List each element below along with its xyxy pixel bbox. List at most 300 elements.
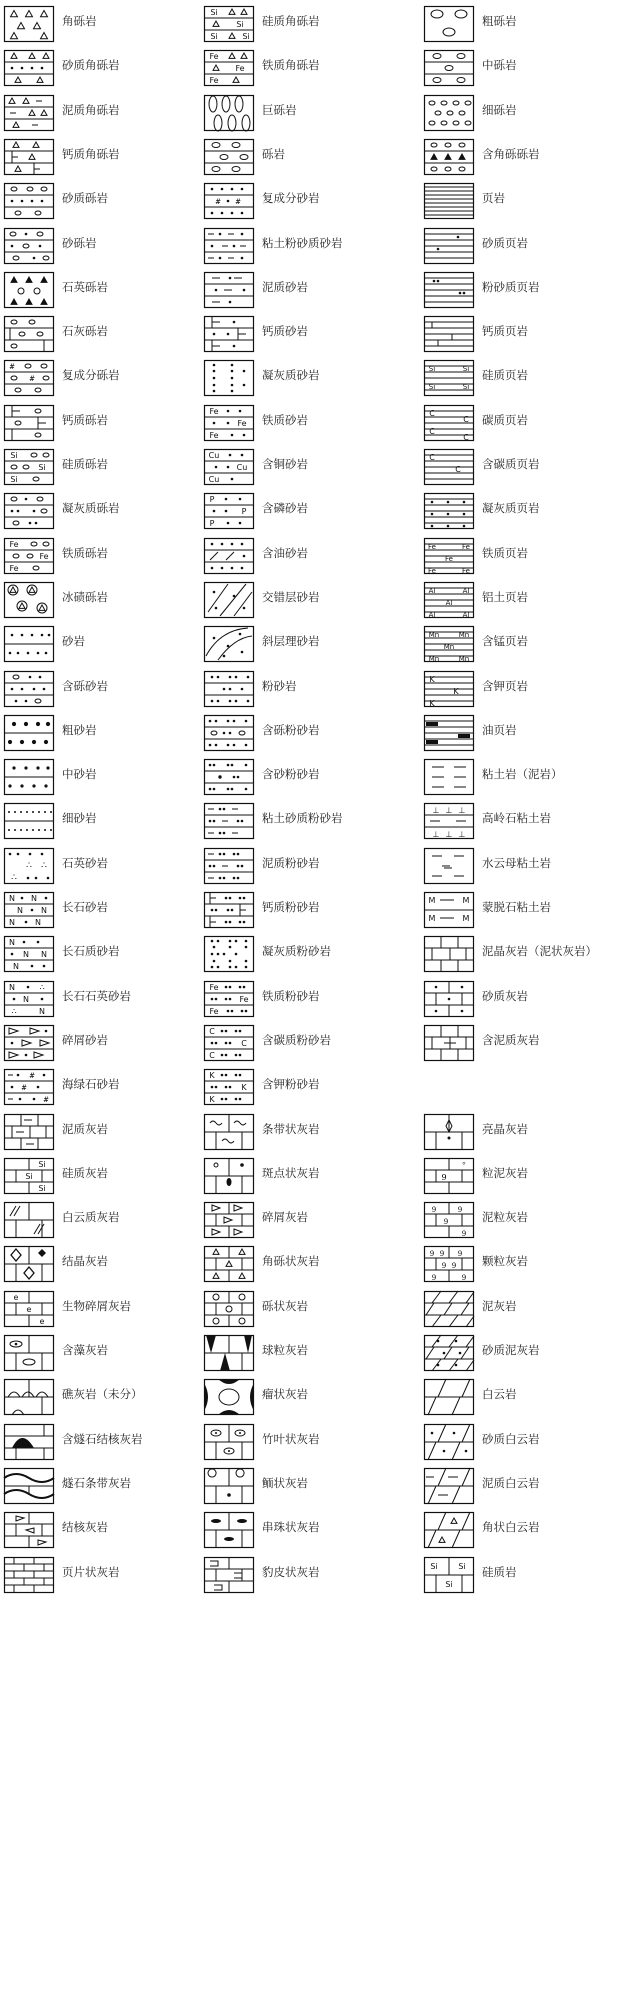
svg-text:Cu: Cu (236, 463, 248, 472)
legend-entry (420, 1553, 640, 1607)
lithology-label: 瘤状灰岩 (262, 1387, 308, 1402)
svg-text:Al: Al (462, 610, 470, 619)
lithology-label: 含燧石结核灰岩 (62, 1431, 143, 1446)
lithology-pattern-swatch (424, 1202, 474, 1238)
lithology-pattern-swatch (4, 936, 54, 972)
lithology-label: 铝土页岩 (482, 589, 528, 604)
svg-text:Fe: Fe (428, 566, 436, 575)
lithology-label: 蒙脱石粘土岩 (482, 900, 551, 914)
lithology-pattern-swatch (4, 95, 54, 131)
svg-text:Si: Si (38, 1159, 46, 1169)
svg-text:∴: ∴ (11, 1006, 17, 1016)
lithology-pattern-swatch (204, 1424, 254, 1460)
svg-text:P: P (241, 507, 247, 517)
lithology-label: 凝灰质页岩 (482, 501, 540, 516)
lithology-pattern-swatch (204, 1158, 254, 1194)
lithology-pattern-swatch (204, 1069, 254, 1105)
svg-text:Fe: Fe (9, 539, 19, 549)
lithology-label: 硅质岩 (482, 1564, 517, 1579)
lithology-label: 砂质页岩 (482, 235, 528, 250)
lithology-pattern-swatch (204, 1335, 254, 1371)
svg-text:Cu: Cu (208, 475, 220, 484)
lithology-label: 泥质角砾岩 (62, 102, 120, 117)
lithology-pattern-swatch (424, 759, 474, 795)
lithology-label: 含角砾砾岩 (482, 146, 540, 161)
lithology-label: 含钾页岩 (482, 678, 528, 693)
lithology-pattern-swatch (424, 183, 474, 219)
svg-text:Si: Si (462, 383, 470, 392)
lithology-label: 含砾砂岩 (62, 678, 108, 693)
lithology-label: 粉砂岩 (262, 678, 297, 693)
svg-text:C: C (463, 432, 469, 442)
lithology-label: 钙质粉砂岩 (262, 900, 320, 914)
lithology-label: 含泥质灰岩 (482, 1032, 540, 1047)
svg-text:N: N (9, 918, 15, 927)
svg-text:#: # (29, 375, 35, 384)
svg-text:9: 9 (457, 1206, 463, 1215)
lithology-label: 砾状灰岩 (262, 1298, 308, 1313)
lithology-label: 碳质页岩 (482, 412, 528, 427)
lithology-pattern-swatch (424, 50, 474, 86)
svg-text:9: 9 (441, 1172, 447, 1182)
lithology-pattern-swatch (424, 1379, 474, 1415)
lithology-pattern-swatch (204, 1025, 254, 1061)
lithology-label: 中砂岩 (62, 767, 97, 782)
lithology-pattern-swatch (424, 1557, 474, 1593)
lithology-pattern-swatch (204, 95, 254, 131)
lithology-pattern-swatch (204, 228, 254, 264)
svg-text:Si: Si (445, 1579, 453, 1589)
lithology-pattern-swatch (204, 936, 254, 972)
svg-text:Fe: Fe (209, 406, 219, 416)
lithology-label: 粗砂岩 (62, 722, 97, 737)
lithology-label: 铁质砂岩 (262, 412, 308, 427)
svg-text:#: # (9, 363, 15, 372)
lithology-label: 石英砂岩 (62, 855, 108, 870)
lithology-pattern-swatch (424, 626, 474, 662)
lithology-pattern-swatch (4, 671, 54, 707)
lithology-label: 亮晶灰岩 (482, 1121, 528, 1136)
lithology-label: 铁质角砾岩 (262, 58, 320, 73)
lithology-pattern-swatch (4, 848, 54, 884)
lithology-label: 竹叶状灰岩 (262, 1431, 320, 1446)
lithology-pattern-swatch (204, 1379, 254, 1415)
lithology-label: 泥晶灰岩（泥状灰岩） (482, 944, 597, 959)
lithology-pattern-swatch (204, 1512, 254, 1548)
svg-text:K: K (453, 686, 459, 696)
lithology-label: 铁质页岩 (482, 545, 528, 560)
lithology-pattern-swatch (424, 1335, 474, 1371)
lithology-label: 硅质灰岩 (62, 1165, 108, 1180)
svg-text:K: K (241, 1083, 247, 1093)
svg-text:N: N (23, 994, 29, 1004)
lithology-pattern-swatch (424, 493, 474, 529)
lithology-label: 砾岩 (262, 146, 285, 161)
lithology-label: 泥质灰岩 (62, 1121, 108, 1136)
svg-text:K: K (209, 1095, 215, 1105)
lithology-label: 油页岩 (482, 722, 517, 737)
lithology-pattern-swatch (4, 1379, 54, 1415)
svg-text:9: 9 (461, 1230, 467, 1239)
lithology-label: 含钾粉砂岩 (262, 1077, 320, 1092)
lithology-label: 结晶灰岩 (62, 1254, 108, 1269)
lithology-pattern-swatch (424, 405, 474, 441)
lithology-pattern-swatch (204, 582, 254, 618)
svg-text:Fe: Fe (462, 566, 470, 575)
svg-text:N: N (41, 906, 47, 915)
lithology-label: 角砾岩 (62, 14, 97, 28)
svg-text:9: 9 (451, 1262, 457, 1271)
lithology-label: 长石砂岩 (62, 900, 108, 914)
svg-text:Si: Si (430, 1561, 438, 1571)
lithology-pattern-swatch (424, 1025, 474, 1061)
lithology-label: 硅质角砾岩 (262, 14, 320, 28)
lithology-label: 细砾岩 (482, 102, 517, 117)
svg-text:Si: Si (428, 365, 436, 374)
svg-text:Fe: Fe (445, 554, 453, 563)
svg-text:9: 9 (443, 1218, 449, 1227)
lithology-label: 粒泥灰岩 (482, 1165, 528, 1180)
lithology-pattern-swatch (4, 1158, 54, 1194)
lithology-label: 砂质角砾岩 (62, 58, 120, 73)
legend-entry (0, 1553, 200, 1607)
lithology-pattern-swatch (4, 981, 54, 1017)
svg-text:Mn: Mn (458, 655, 470, 664)
lithology-pattern-swatch (204, 1557, 254, 1593)
lithology-label: 复成分砂岩 (262, 191, 320, 206)
svg-text:Al: Al (445, 598, 453, 607)
svg-text:∴: ∴ (26, 860, 32, 871)
lithology-pattern-swatch (4, 1202, 54, 1238)
svg-text:Al: Al (428, 586, 436, 595)
svg-text:⊥: ⊥ (458, 806, 466, 816)
lithology-pattern-swatch (424, 582, 474, 618)
lithology-label: 燧石条带灰岩 (62, 1475, 131, 1490)
svg-text:Si: Si (25, 1171, 33, 1181)
svg-text:Al: Al (428, 610, 436, 619)
svg-text:M: M (462, 896, 470, 905)
legend-entry (200, 1553, 400, 1607)
svg-text:Si: Si (210, 32, 218, 41)
lithology-label: 豹皮状灰岩 (262, 1564, 320, 1579)
svg-text:⊥: ⊥ (445, 806, 453, 816)
lithology-pattern-swatch (424, 316, 474, 352)
svg-text:Si: Si (462, 365, 470, 374)
lithology-pattern-swatch (4, 1424, 54, 1460)
lithology-label: 砂质白云岩 (482, 1431, 540, 1446)
lithology-pattern-swatch (4, 892, 54, 928)
lithology-label: 长石质砂岩 (62, 944, 120, 959)
svg-text:ᵒ: ᵒ (462, 1159, 466, 1169)
lithology-label: 泥粒灰岩 (482, 1210, 528, 1225)
lithology-pattern-swatch (204, 6, 254, 42)
lithology-pattern-swatch (4, 1246, 54, 1282)
lithology-label: 碎屑灰岩 (262, 1210, 308, 1225)
lithology-label: 白云质灰岩 (62, 1210, 120, 1225)
svg-text:C: C (429, 453, 435, 462)
lithology-label: 复成分砾岩 (62, 368, 120, 383)
lithology-pattern-swatch (4, 1069, 54, 1105)
lithology-pattern-swatch (424, 449, 474, 485)
lithology-label: 角状白云岩 (482, 1520, 540, 1535)
lithology-pattern-swatch (424, 671, 474, 707)
lithology-label: 钙质砂岩 (262, 324, 308, 339)
lithology-pattern-swatch (204, 981, 254, 1017)
svg-text:Si: Si (38, 463, 46, 472)
lithology-pattern-swatch (424, 6, 474, 42)
lithology-label: 砂岩 (62, 634, 85, 649)
lithology-label: 白云岩 (482, 1387, 517, 1402)
lithology-pattern-swatch (4, 316, 54, 352)
lithology-pattern-swatch (204, 360, 254, 396)
lithology-pattern-swatch (204, 671, 254, 707)
svg-text:Fe: Fe (239, 994, 249, 1004)
lithology-pattern-swatch (4, 1512, 54, 1548)
svg-text:Fe: Fe (235, 64, 245, 74)
lithology-pattern-swatch (4, 272, 54, 308)
svg-text:K: K (429, 674, 435, 684)
lithology-label: 交错层砂岩 (262, 589, 320, 604)
lithology-label: 含油砂岩 (262, 545, 308, 560)
lithology-label: 粘土岩（泥岩） (482, 767, 563, 782)
lithology-label: 球粒灰岩 (262, 1343, 308, 1357)
svg-text:9: 9 (431, 1206, 437, 1215)
lithology-label: 水云母粘土岩 (482, 855, 551, 870)
lithology-label: 泥质粉砂岩 (262, 855, 320, 870)
lithology-label: 凝灰质砂岩 (262, 368, 320, 383)
lithology-label: 含砂粉砂岩 (262, 767, 320, 782)
svg-text:Si: Si (458, 1561, 466, 1571)
svg-text:N: N (9, 894, 15, 903)
lithology-pattern-swatch (4, 1335, 54, 1371)
lithology-pattern-swatch (204, 405, 254, 441)
svg-text:#: # (43, 1096, 49, 1105)
svg-text:Si: Si (38, 1183, 46, 1193)
lithology-pattern-swatch (204, 848, 254, 884)
svg-text:Si: Si (210, 8, 218, 17)
svg-text:N: N (17, 906, 23, 915)
svg-text:N: N (35, 918, 41, 927)
svg-text:Fe: Fe (209, 76, 219, 86)
lithology-label: 礁灰岩（未分） (62, 1387, 143, 1402)
lithology-label: 泥质白云岩 (482, 1475, 540, 1490)
svg-text:9: 9 (461, 1274, 467, 1283)
svg-text:P: P (209, 495, 215, 505)
lithology-pattern-swatch (4, 1114, 54, 1150)
svg-text:C: C (241, 1038, 247, 1048)
lithology-pattern-swatch (4, 1291, 54, 1327)
svg-text:Mn: Mn (458, 631, 470, 640)
lithology-label: 生物碎屑灰岩 (62, 1298, 131, 1313)
lithology-pattern-swatch (4, 405, 54, 441)
svg-text:N: N (13, 962, 19, 972)
svg-text:Fe: Fe (209, 982, 219, 992)
svg-text:Fe: Fe (237, 418, 247, 428)
lithology-pattern-swatch (4, 183, 54, 219)
lithology-pattern-swatch (424, 272, 474, 308)
svg-text:Si: Si (236, 20, 244, 29)
lithology-label: 条带状灰岩 (262, 1121, 320, 1136)
lithology-label: 砂质泥灰岩 (482, 1343, 540, 1357)
svg-text:Al: Al (462, 586, 470, 595)
lithology-pattern-swatch (4, 626, 54, 662)
svg-text:Cu: Cu (208, 451, 220, 460)
svg-text:C: C (209, 1026, 215, 1036)
lithology-label: 砂质灰岩 (482, 988, 528, 1003)
lithology-label: 页片状灰岩 (62, 1564, 120, 1579)
svg-text:K: K (429, 698, 435, 708)
svg-text:9: 9 (431, 1274, 437, 1283)
lithology-pattern-swatch (424, 1158, 474, 1194)
lithology-label: 钙质页岩 (482, 324, 528, 339)
lithology-label: 结核灰岩 (62, 1520, 108, 1535)
svg-text:⊥: ⊥ (432, 806, 440, 816)
lithology-pattern-swatch (424, 360, 474, 396)
svg-text:M: M (428, 914, 436, 923)
lithology-pattern-swatch (424, 1114, 474, 1150)
lithology-pattern-swatch (204, 626, 254, 662)
lithology-label: 角砾状灰岩 (262, 1254, 320, 1269)
svg-text:Si: Si (242, 32, 250, 41)
lithology-label: 海绿石砂岩 (62, 1077, 120, 1092)
lithology-label: 颗粒灰岩 (482, 1254, 528, 1269)
lithology-label: 页岩 (482, 191, 505, 206)
lithology-pattern-swatch (204, 1246, 254, 1282)
svg-text:⊥: ⊥ (432, 830, 440, 840)
lithology-label: 含藻灰岩 (62, 1343, 108, 1357)
svg-text:∴: ∴ (41, 860, 47, 871)
svg-text:M: M (428, 896, 436, 905)
lithology-pattern-swatch (204, 50, 254, 86)
lithology-pattern-swatch (204, 1202, 254, 1238)
lithology-label: 串珠状灰岩 (262, 1520, 320, 1535)
svg-text:#: # (235, 198, 241, 207)
lithology-pattern-swatch (424, 803, 474, 839)
lithology-pattern-swatch (4, 228, 54, 264)
svg-text:Si: Si (10, 475, 18, 484)
lithology-label: 鲕状灰岩 (262, 1475, 308, 1490)
lithology-pattern-swatch (424, 936, 474, 972)
svg-text:Mn: Mn (443, 643, 455, 652)
lithology-pattern-swatch (424, 1512, 474, 1548)
lithology-label: 粉砂质页岩 (482, 279, 540, 294)
lithology-label: 铁质砾岩 (62, 545, 108, 560)
lithology-pattern-swatch (204, 449, 254, 485)
svg-text:Mn: Mn (428, 655, 440, 664)
lithology-label: 硅质砾岩 (62, 457, 108, 471)
lithology-pattern-swatch (424, 892, 474, 928)
lithology-pattern-swatch (4, 6, 54, 42)
svg-text:Mn: Mn (428, 631, 440, 640)
lithology-pattern-swatch (4, 1025, 54, 1061)
lithology-pattern-swatch (424, 848, 474, 884)
svg-text:e: e (13, 1292, 19, 1302)
svg-text:C: C (429, 426, 435, 436)
svg-text:N: N (9, 938, 15, 948)
lithology-pattern-swatch (4, 360, 54, 396)
svg-text:C: C (455, 465, 461, 474)
lithology-label: 砂砾岩 (62, 235, 97, 250)
lithology-pattern-swatch (4, 582, 54, 618)
svg-text:C: C (429, 408, 435, 418)
lithology-pattern-swatch (424, 538, 474, 574)
lithology-pattern-swatch (4, 50, 54, 86)
svg-text:9: 9 (441, 1262, 447, 1271)
lithology-label: 石英砾岩 (62, 279, 108, 294)
svg-text:Fe: Fe (209, 430, 219, 440)
lithology-pattern-swatch (204, 715, 254, 751)
svg-text:Fe: Fe (9, 563, 19, 573)
lithology-label: 凝灰质粉砂岩 (262, 944, 331, 959)
lithology-label: 砂质砾岩 (62, 191, 108, 206)
svg-text:N: N (31, 894, 37, 903)
lithology-label: 高岭石粘土岩 (482, 811, 551, 826)
lithology-label: 碎屑砂岩 (62, 1032, 108, 1047)
lithology-pattern-swatch (4, 803, 54, 839)
svg-text:Fe: Fe (39, 551, 49, 561)
lithology-pattern-swatch (4, 493, 54, 529)
lithology-pattern-swatch (204, 139, 254, 175)
svg-text:∴: ∴ (11, 872, 17, 883)
lithology-label: 含碳质粉砂岩 (262, 1032, 331, 1047)
lithology-label: 含碳质页岩 (482, 457, 540, 471)
lithology-pattern-swatch (424, 95, 474, 131)
lithology-label: 粘土粉砂质砂岩 (262, 235, 343, 250)
svg-text:#: # (215, 198, 221, 207)
lithology-label: 斜层理砂岩 (262, 634, 320, 649)
svg-text:C: C (463, 414, 469, 424)
lithology-label: 粘土砂质粉砂岩 (262, 811, 343, 826)
lithology-pattern-swatch (4, 139, 54, 175)
lithology-pattern-swatch (424, 139, 474, 175)
svg-text:9: 9 (429, 1250, 435, 1259)
lithology-pattern-swatch (204, 538, 254, 574)
lithology-pattern-swatch (204, 183, 254, 219)
svg-text:e: e (26, 1304, 32, 1314)
lithology-pattern-swatch (4, 1468, 54, 1504)
svg-text:C: C (209, 1050, 215, 1060)
lithology-label: 巨砾岩 (262, 102, 297, 117)
lithology-pattern-swatch (204, 803, 254, 839)
lithology-pattern-swatch (424, 1246, 474, 1282)
lithology-pattern-swatch (424, 981, 474, 1017)
lithology-pattern-swatch (4, 715, 54, 751)
lithology-label: 含磷砂岩 (262, 501, 308, 516)
lithology-label: 冰碛砾岩 (62, 589, 108, 604)
svg-text:Fe: Fe (209, 52, 219, 62)
lithology-label: 斑点状灰岩 (262, 1165, 320, 1180)
svg-text:#: # (21, 1084, 27, 1093)
lithology-pattern-swatch (204, 759, 254, 795)
lithology-label: 长石石英砂岩 (62, 988, 131, 1003)
svg-text:M: M (462, 914, 470, 923)
lithology-pattern-swatch (204, 1114, 254, 1150)
svg-text:⊥: ⊥ (458, 830, 466, 840)
lithology-pattern-swatch (424, 1291, 474, 1327)
lithology-label: 钙质角砾岩 (62, 146, 120, 161)
lithology-label: 含铜砂岩 (262, 457, 308, 471)
lithology-label: 铁质粉砂岩 (262, 988, 320, 1003)
lithology-pattern-swatch (204, 272, 254, 308)
svg-text:#: # (29, 1072, 35, 1081)
lithology-pattern-swatch (424, 1468, 474, 1504)
lithology-pattern-swatch (4, 449, 54, 485)
svg-text:Si: Si (428, 383, 436, 392)
lithology-pattern-swatch (204, 1291, 254, 1327)
lithology-pattern-swatch (4, 759, 54, 795)
lithology-label: 细砂岩 (62, 811, 97, 826)
lithology-label: 泥质砂岩 (262, 279, 308, 294)
